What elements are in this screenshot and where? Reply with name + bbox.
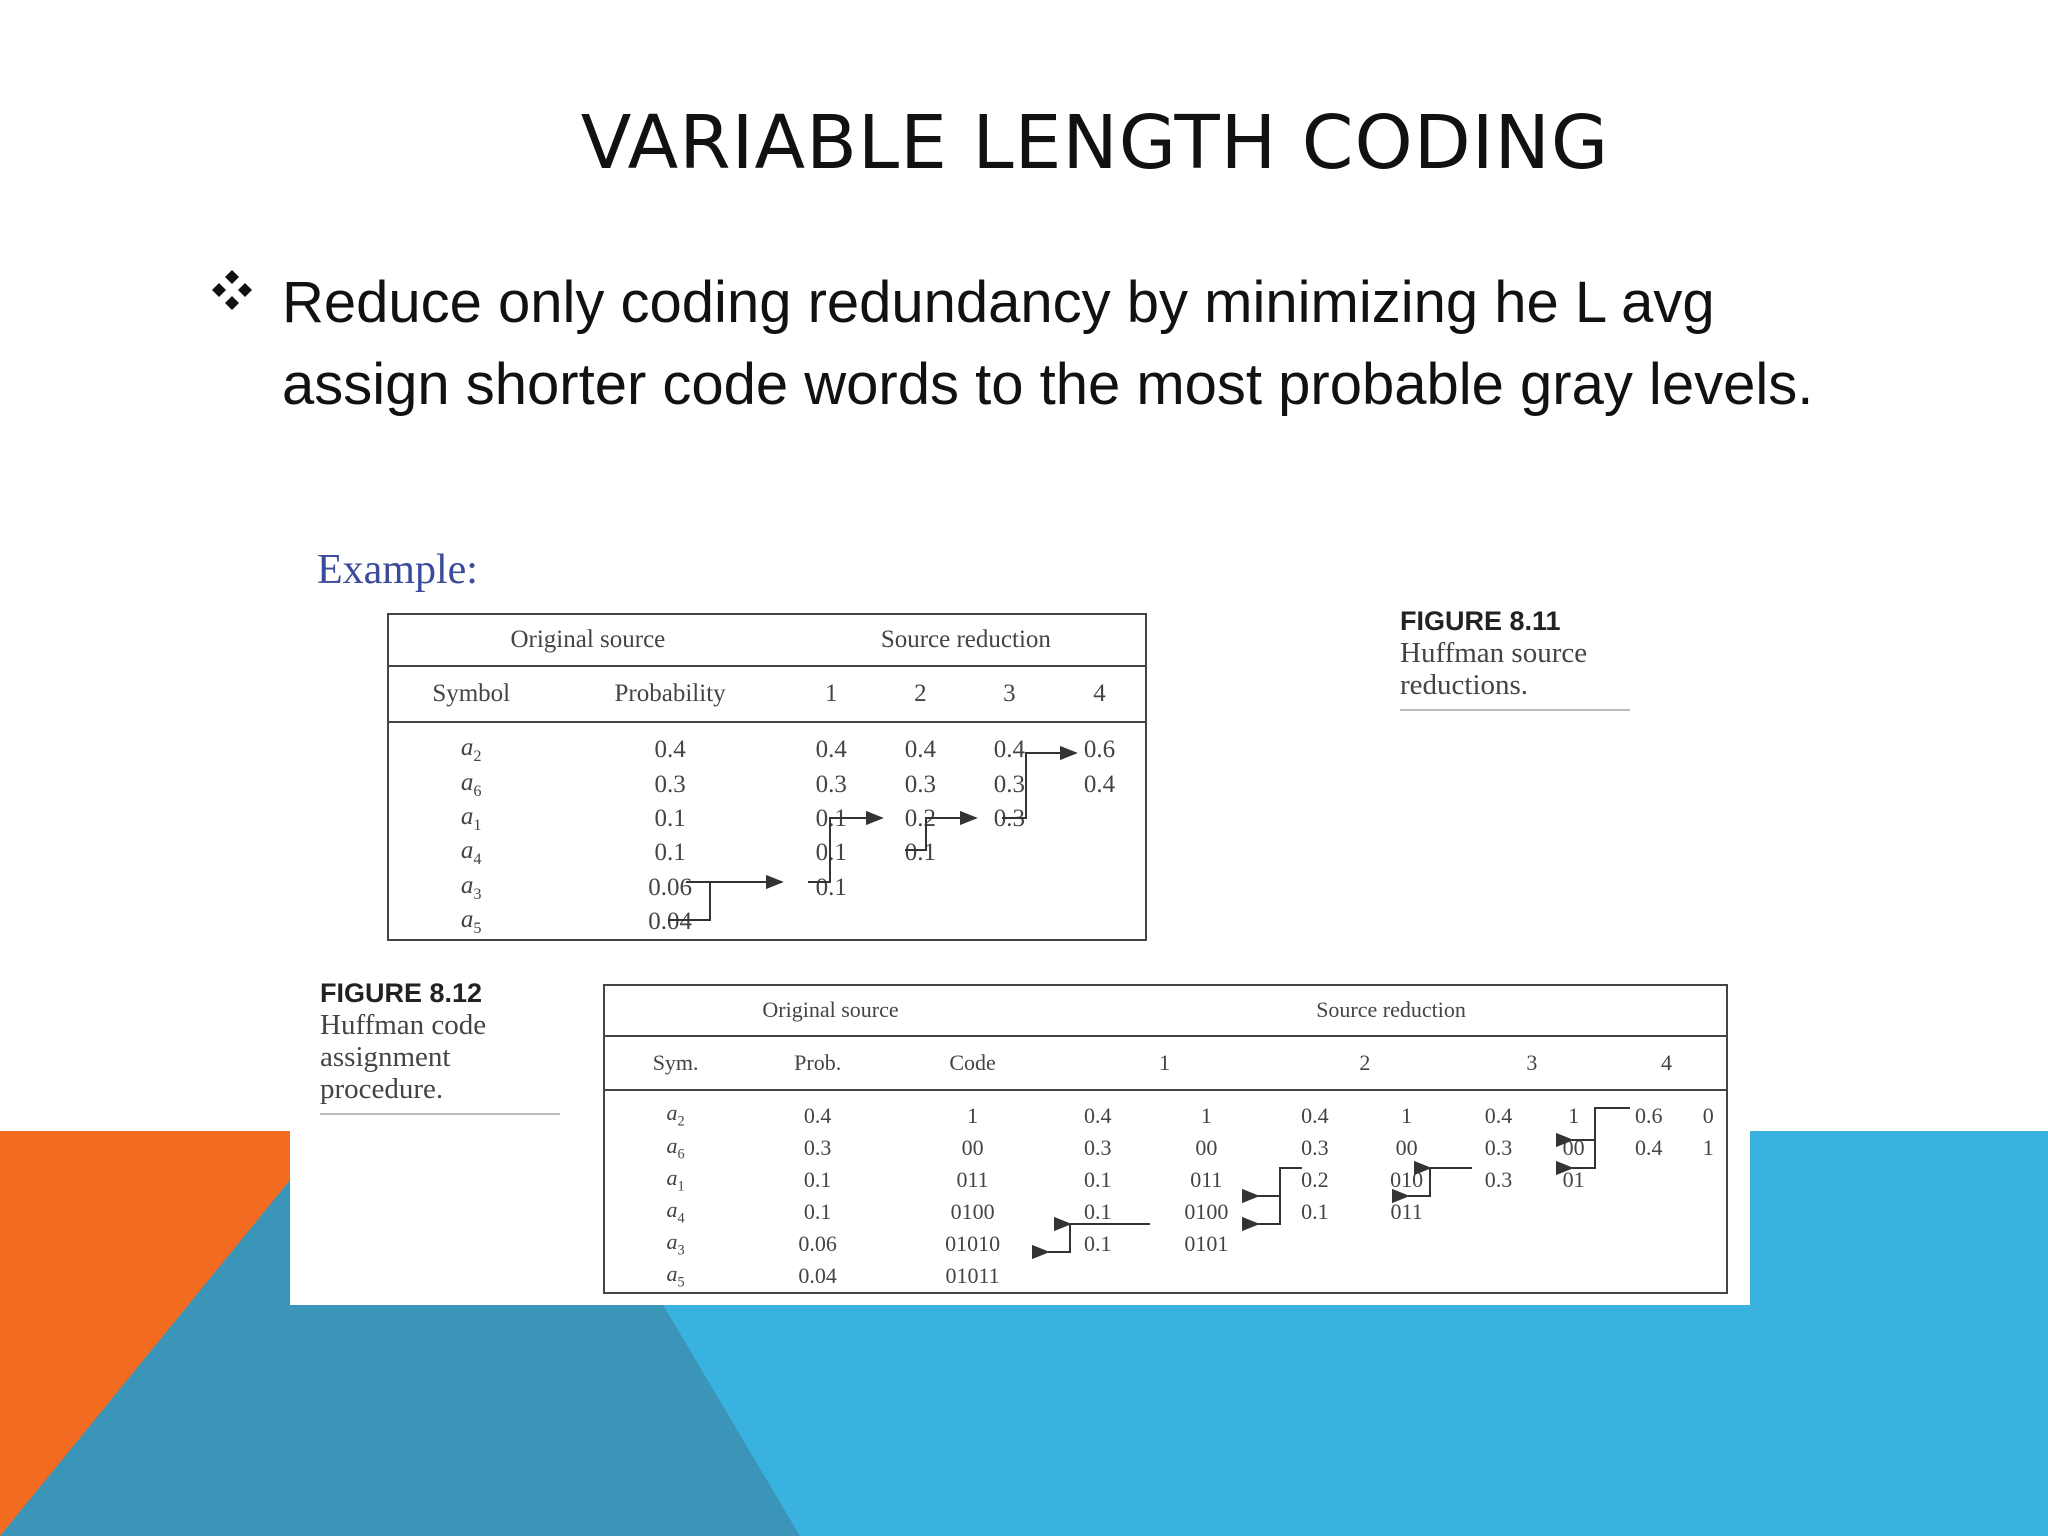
header-original-source: Original source [604,985,1056,1036]
figure-8-11-caption [1400,606,1630,711]
col-sym: Sym. [604,1036,746,1091]
col-prob: Prob. [746,1036,889,1091]
caption-rule [320,1113,560,1115]
table-row: $a_4$ 0.1 0.1 0.1 [460,837,936,869]
col-reduction-2: 2 [1273,1036,1457,1091]
col-reduction-4: 4 [1054,666,1146,722]
col-reduction-3: 3 [1457,1036,1607,1091]
figure-8-12-desc: Huffman code assignment procedure. [320,1009,487,1105]
bullet-text: Reduce only coding redundancy by minimizing he L avg assign shorter code words to the most probable gray levels. [282,270,1814,417]
figure-8-11-title: FIGURE 8.11 [1400,606,1561,636]
col-code: Code [889,1036,1056,1091]
table-row: $a_4$ 0.1 0100 0.1 0100 0.1 011 [666,1196,1423,1227]
table-row: $a_2$ 0.4 0.4 0.4 0.4 0.6 [460,734,1116,766]
table-row: $a_2$ 0.4 1 0.4 1 0.4 1 0.4 1 0.6 0 [666,1100,1714,1130]
figure-8-12-caption [320,978,560,1115]
table-row: $a_3$ 0.06 0.1 [460,871,847,903]
col-reduction-1: 1 [787,666,876,722]
figure-8-11-desc: Huffman source reductions. [1400,637,1588,701]
col-reduction-2: 2 [876,666,965,722]
col-reduction-1: 1 [1056,1036,1273,1091]
header-original-source: Original source [388,614,787,666]
table-row: $a_3$ 0.06 01010 0.1 0101 [666,1228,1229,1259]
example-label: Example: [317,547,478,593]
table-row: $a_1$ 0.1 011 0.1 011 0.2 010 0.3 01 [666,1164,1585,1195]
table-row: $a_1$ 0.1 0.1 0.2 0.3 [460,803,1026,835]
huffman-figure-image [290,540,1750,1305]
slide-title: VARIABLE LENGTH CODING [580,100,1610,186]
col-reduction-3: 3 [965,666,1054,722]
table-row: $a_6$ 0.3 00 0.3 00 0.3 00 0.3 00 0.4 1 [666,1132,1714,1163]
header-source-reduction: Source reduction [1056,985,1727,1036]
col-probability: Probability [553,666,786,722]
table-row: $a_5$ 0.04 [460,905,692,937]
col-symbol: Symbol [388,666,553,722]
huffman-code-assignment-table [603,984,1728,1294]
table-row: $a_6$ 0.3 0.3 0.3 0.3 0.4 [460,768,1116,800]
header-source-reduction: Source reduction [787,614,1146,666]
caption-rule [1400,709,1630,711]
four-diamond-bullet-icon [210,268,254,312]
bullet-point [210,262,1830,426]
figure-8-12-title: FIGURE 8.12 [320,978,483,1008]
col-reduction-4: 4 [1607,1036,1727,1091]
huffman-source-reduction-table [387,613,1147,941]
table-row: $a_5$ 0.04 01011 [666,1260,1000,1291]
